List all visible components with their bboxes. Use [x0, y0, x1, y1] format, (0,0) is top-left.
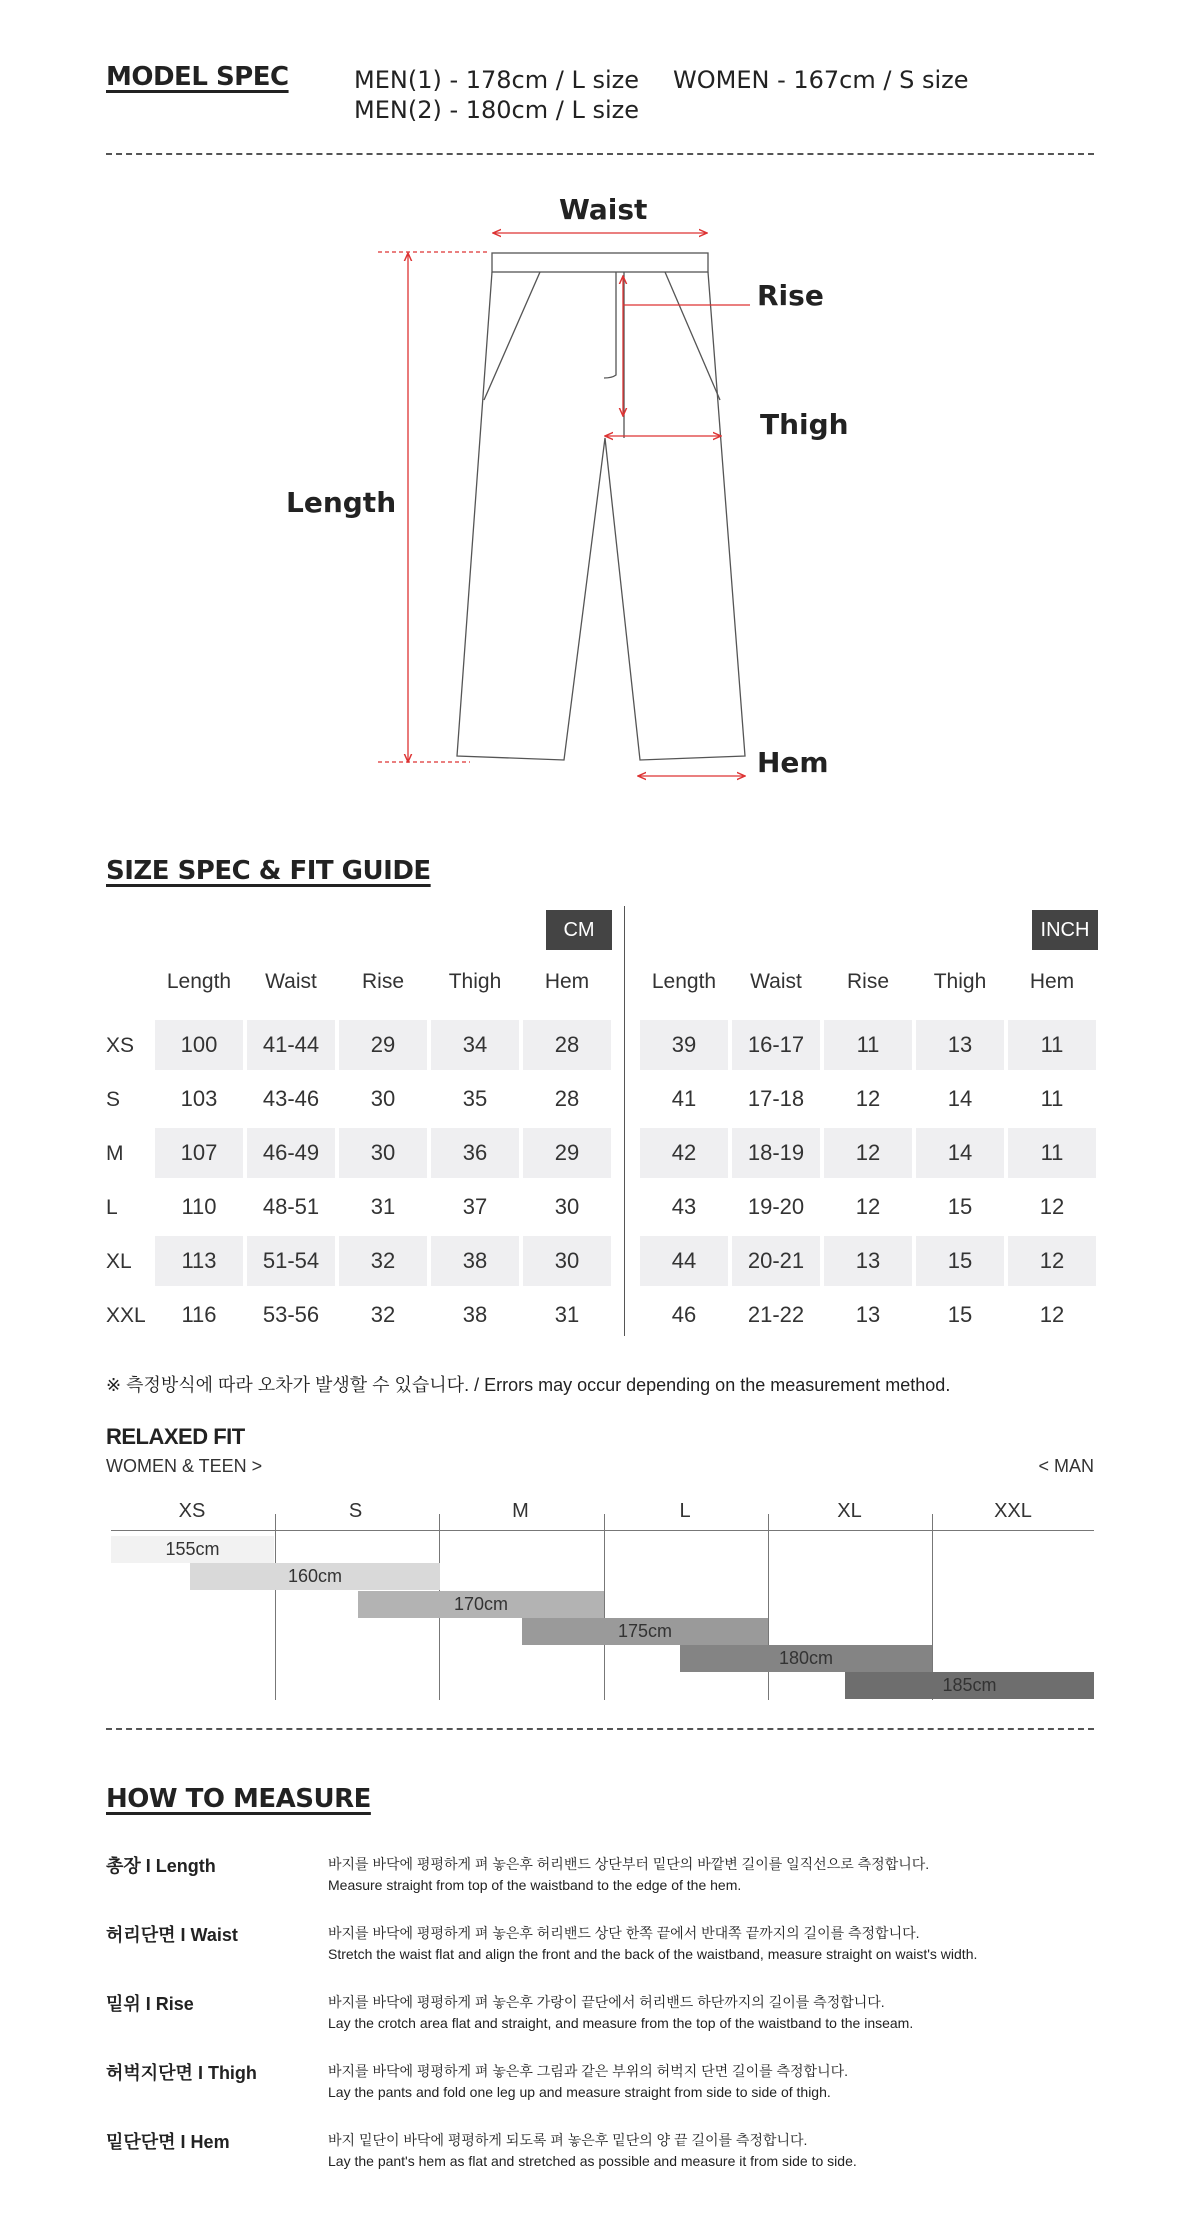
- table-cell-inch: 11: [1008, 1128, 1096, 1178]
- table-cell-inch: 16-17: [732, 1020, 820, 1070]
- table-cell-inch: 11: [824, 1020, 912, 1070]
- table-cell-cm: 37: [462, 1194, 488, 1219]
- measure-term: 총장 I Length: [106, 1856, 216, 1876]
- table-cell-inch: 12: [824, 1128, 912, 1178]
- col-header: Hem: [1029, 970, 1075, 993]
- table-cell-cm: 41-44: [247, 1020, 335, 1070]
- col-header: Length: [166, 970, 232, 993]
- rise-label: Rise: [757, 279, 824, 312]
- fit-size-label: S: [348, 1500, 363, 1522]
- table-cell-inch: 19-20: [747, 1194, 805, 1219]
- table-cell-inch: 46: [671, 1302, 697, 1327]
- table-cell-cm: 28: [523, 1020, 611, 1070]
- fit-column-divider: [768, 1514, 769, 1700]
- table-divider: [624, 906, 625, 1336]
- table-cell-inch: 14: [947, 1086, 973, 1111]
- pants-outline: [457, 253, 745, 760]
- measure-desc-en: Lay the pants and fold one leg up and measure straight from side to side of thigh.: [328, 2084, 831, 2100]
- table-cell-inch: 13: [855, 1302, 881, 1327]
- table-cell-cm: 29: [339, 1020, 427, 1070]
- table-cell-inch: 15: [947, 1194, 973, 1219]
- table-cell-inch: 13: [916, 1020, 1004, 1070]
- table-cell-cm: 31: [554, 1302, 580, 1327]
- table-cell-inch: 12: [1039, 1194, 1065, 1219]
- fit-title: RELAXED FIT: [106, 1424, 245, 1449]
- table-cell-cm: 29: [523, 1128, 611, 1178]
- fit-height-bar: 180cm: [680, 1645, 932, 1672]
- hem-label: Hem: [757, 746, 829, 779]
- table-cell-inch: 14: [916, 1128, 1004, 1178]
- row-size-label: L: [106, 1196, 118, 1219]
- pants-diagram: [0, 0, 1200, 800]
- table-cell-inch: 15: [947, 1302, 973, 1327]
- table-cell-inch: 11: [1008, 1020, 1096, 1070]
- table-cell-inch: 12: [1039, 1302, 1065, 1327]
- measure-desc-en: Lay the crotch area flat and straight, and measure from the top of the waistband to the inseam.: [328, 2015, 914, 2031]
- fit-height-bar: 175cm: [522, 1618, 768, 1645]
- table-cell-inch: 42: [640, 1128, 728, 1178]
- table-cell-cm: 113: [155, 1236, 243, 1286]
- table-cell-cm: 48-51: [262, 1194, 320, 1219]
- how-to-measure-title: HOW TO MEASURE: [106, 1784, 371, 1814]
- table-cell-cm: 38: [462, 1302, 488, 1327]
- col-header: Waist: [750, 970, 802, 993]
- fit-right-label: < MAN: [1038, 1456, 1094, 1476]
- row-size-label: M: [106, 1142, 124, 1165]
- row-size-label: XXL: [106, 1304, 146, 1327]
- measure-desc-ko: 바지를 바닥에 평평하게 펴 놓은후 허리밴드 상단부터 밑단의 바깥변 길이를 일직선으로 측정합니다.: [328, 1856, 930, 1872]
- table-cell-cm: 36: [431, 1128, 519, 1178]
- measure-desc-en: Lay the pant's hem as flat and stretched as possible and measure it from side to side.: [328, 2153, 857, 2169]
- table-cell-cm: 30: [523, 1236, 611, 1286]
- size-spec-title: SIZE SPEC & FIT GUIDE: [106, 856, 431, 886]
- fit-height-bar: 155cm: [111, 1536, 274, 1563]
- measure-term: 밑위 I Rise: [106, 1994, 194, 2014]
- row-size-label: XS: [106, 1034, 135, 1057]
- model-spec-men1: MEN(1) - 178cm / L size: [354, 66, 639, 94]
- fit-axis-line: [111, 1530, 1094, 1531]
- table-cell-cm: 30: [370, 1086, 396, 1111]
- col-header: Rise: [846, 970, 889, 993]
- table-cell-cm: 31: [370, 1194, 396, 1219]
- thigh-label: Thigh: [760, 408, 849, 441]
- fit-size-label: M: [512, 1500, 529, 1522]
- col-header: Rise: [361, 970, 404, 993]
- col-header: Thigh: [448, 970, 502, 993]
- fit-size-label: XL: [837, 1500, 862, 1522]
- table-cell-cm: 30: [554, 1194, 580, 1219]
- measure-desc-ko: 바지를 바닥에 평평하게 펴 놓은후 가랑이 끝단에서 허리밴드 하단까지의 길이를 측정합니다.: [328, 1994, 885, 2010]
- table-cell-cm: 38: [431, 1236, 519, 1286]
- table-cell-inch: 20-21: [732, 1236, 820, 1286]
- measure-term: 허리단면 I Waist: [106, 1925, 238, 1945]
- divider: [106, 1728, 1094, 1730]
- table-cell-cm: 32: [370, 1302, 396, 1327]
- table-cell-cm: 43-46: [262, 1086, 320, 1111]
- col-header: Waist: [265, 970, 317, 993]
- fit-size-label: XS: [178, 1500, 206, 1522]
- table-cell-inch: 12: [1008, 1236, 1096, 1286]
- table-cell-cm: 51-54: [247, 1236, 335, 1286]
- table-cell-inch: 13: [824, 1236, 912, 1286]
- table-cell-inch: 18-19: [732, 1128, 820, 1178]
- table-cell-inch: 15: [916, 1236, 1004, 1286]
- table-cell-inch: 12: [855, 1194, 881, 1219]
- table-cell-cm: 110: [181, 1194, 217, 1219]
- table-cell-cm: 30: [339, 1128, 427, 1178]
- model-spec-men2: MEN(2) - 180cm / L size: [354, 96, 639, 124]
- table-cell-cm: 107: [155, 1128, 243, 1178]
- measure-term: 허벅지단면 I Thigh: [106, 2063, 257, 2083]
- length-label: Length: [286, 486, 397, 519]
- fit-column-divider: [604, 1514, 605, 1700]
- measurement-note: ※ 측정방식에 따라 오차가 발생할 수 있습니다. / Errors may occur depending on the measurement method.: [106, 1375, 951, 1395]
- fit-column-divider: [275, 1514, 276, 1700]
- measure-desc-ko: 바지를 바닥에 평평하게 펴 놓은후 그림과 같은 부위의 허벅지 단면 길이를 측정합니다.: [328, 2063, 849, 2079]
- measure-desc-ko: 바지 밑단이 바닥에 평평하게 되도록 펴 놓은후 밑단의 양 끝 길이를 측정합니다.: [328, 2132, 808, 2148]
- col-header: Thigh: [933, 970, 987, 993]
- fit-size-label: L: [679, 1500, 691, 1522]
- fit-height-bar: 160cm: [190, 1563, 440, 1590]
- model-spec-title: MODEL SPEC: [106, 62, 289, 92]
- col-header: Length: [651, 970, 717, 993]
- fit-size-label: XXL: [994, 1500, 1032, 1522]
- fit-height-bar: 170cm: [358, 1591, 604, 1618]
- table-cell-cm: 28: [554, 1086, 580, 1111]
- table-cell-inch: 11: [1040, 1086, 1064, 1111]
- table-cell-cm: 100: [155, 1020, 243, 1070]
- measure-desc-en: Stretch the waist flat and align the front and the back of the waistband, measure straight on waist's width.: [328, 1946, 978, 1962]
- table-cell-inch: 17-18: [747, 1086, 805, 1111]
- table-cell-cm: 32: [339, 1236, 427, 1286]
- table-cell-inch: 12: [855, 1086, 881, 1111]
- table-cell-cm: 53-56: [262, 1302, 320, 1327]
- fit-left-label: WOMEN & TEEN >: [106, 1456, 263, 1476]
- table-cell-cm: 34: [431, 1020, 519, 1070]
- waist-label: Waist: [559, 193, 648, 226]
- fit-height-bar: 185cm: [845, 1672, 1094, 1699]
- row-size-label: XL: [106, 1250, 132, 1273]
- row-size-label: S: [106, 1088, 121, 1111]
- col-header: Hem: [544, 970, 590, 993]
- table-cell-cm: 35: [462, 1086, 488, 1111]
- model-spec-women: WOMEN - 167cm / S size: [673, 66, 969, 94]
- unit-inch-badge: INCH: [1032, 910, 1098, 950]
- table-cell-inch: 43: [671, 1194, 697, 1219]
- measure-term: 밑단단면 I Hem: [106, 2132, 230, 2152]
- measure-desc-en: Measure straight from top of the waistband to the edge of the hem.: [328, 1877, 742, 1893]
- table-cell-inch: 41: [671, 1086, 697, 1111]
- table-cell-cm: 116: [181, 1302, 217, 1327]
- table-cell-cm: 103: [180, 1086, 218, 1111]
- table-cell-inch: 44: [640, 1236, 728, 1286]
- table-cell-inch: 21-22: [747, 1302, 805, 1327]
- unit-cm-badge: CM: [546, 910, 612, 950]
- table-cell-inch: 39: [640, 1020, 728, 1070]
- table-cell-cm: 46-49: [247, 1128, 335, 1178]
- measure-desc-ko: 바지를 바닥에 평평하게 펴 놓은후 허리밴드 상단 한쪽 끝에서 반대쪽 끝까지의 길이를 측정합니다.: [328, 1925, 920, 1941]
